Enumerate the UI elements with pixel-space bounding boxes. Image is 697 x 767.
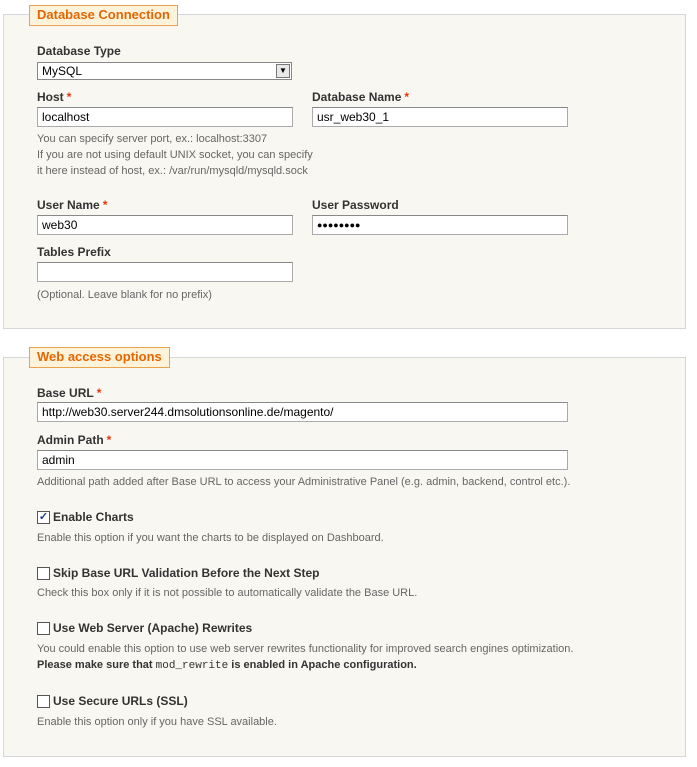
required-mark: * bbox=[66, 90, 72, 104]
user-name-input[interactable]: web30 bbox=[37, 215, 293, 235]
required-mark: * bbox=[106, 433, 112, 447]
skip-validation-checkbox[interactable] bbox=[37, 567, 50, 580]
chevron-down-icon[interactable]: ▼ bbox=[276, 64, 290, 78]
required-mark: * bbox=[96, 386, 102, 400]
rewrites-hint: You could enable this option to use web server rewrites functionality for improved search engines optimization. bbox=[37, 643, 574, 655]
tables-prefix-input[interactable] bbox=[37, 262, 293, 282]
host-label: Host * bbox=[37, 90, 72, 104]
skip-validation-label[interactable]: Skip Base URL Validation Before the Next Step bbox=[53, 566, 320, 580]
database-name-label: Database Name * bbox=[312, 90, 410, 104]
secure-urls-checkbox[interactable] bbox=[37, 695, 50, 708]
required-mark: * bbox=[102, 198, 108, 212]
host-hint-1: You can specify server port, ex.: localhost:3307 bbox=[37, 133, 268, 145]
rewrites-checkbox[interactable] bbox=[37, 622, 50, 635]
user-password-input[interactable]: ●●●●●●●● bbox=[312, 215, 568, 235]
user-name-label: User Name * bbox=[37, 198, 108, 212]
mod-rewrite-code: mod_rewrite bbox=[155, 660, 229, 672]
admin-path-hint: Additional path added after Base URL to access your Administrative Panel (e.g. admin, backend, control etc.). bbox=[37, 476, 571, 488]
database-connection-legend: Database Connection bbox=[29, 5, 178, 26]
database-name-input[interactable]: usr_web30_1 bbox=[312, 107, 568, 127]
host-input[interactable]: localhost bbox=[37, 107, 293, 127]
check-icon: ✓ bbox=[38, 511, 49, 523]
enable-charts-label[interactable]: Enable Charts bbox=[53, 510, 134, 524]
tables-prefix-hint: (Optional. Leave blank for no prefix) bbox=[37, 289, 212, 301]
required-mark: * bbox=[404, 90, 410, 104]
rewrites-warning: Please make sure that mod_rewrite is enabled in Apache configuration. bbox=[37, 659, 417, 672]
database-type-label: Database Type bbox=[37, 44, 121, 58]
rewrites-label[interactable]: Use Web Server (Apache) Rewrites bbox=[53, 621, 253, 635]
enable-charts-hint: Enable this option if you want the charts to be displayed on Dashboard. bbox=[37, 532, 384, 544]
database-type-select[interactable] bbox=[37, 62, 292, 80]
base-url-input[interactable]: http://web30.server244.dmsolutionsonline.de/magento/ bbox=[37, 402, 568, 422]
database-type-value: MySQL bbox=[42, 64, 83, 78]
web-access-legend: Web access options bbox=[29, 347, 170, 368]
host-hint-3: it here instead of host, ex.: /var/run/mysqld/mysqld.sock bbox=[37, 165, 308, 177]
user-password-label: User Password bbox=[312, 198, 399, 212]
host-hint-2: If you are not using default UNIX socket, you can specify bbox=[37, 149, 313, 161]
secure-urls-label[interactable]: Use Secure URLs (SSL) bbox=[53, 694, 188, 708]
admin-path-input[interactable]: admin bbox=[37, 450, 568, 470]
base-url-label: Base URL * bbox=[37, 386, 102, 400]
enable-charts-checkbox[interactable] bbox=[37, 511, 50, 524]
tables-prefix-label: Tables Prefix bbox=[37, 245, 111, 259]
admin-path-label: Admin Path * bbox=[37, 433, 112, 447]
secure-urls-hint: Enable this option only if you have SSL available. bbox=[37, 716, 277, 728]
skip-validation-hint: Check this box only if it is not possible to automatically validate the Base URL. bbox=[37, 587, 418, 599]
